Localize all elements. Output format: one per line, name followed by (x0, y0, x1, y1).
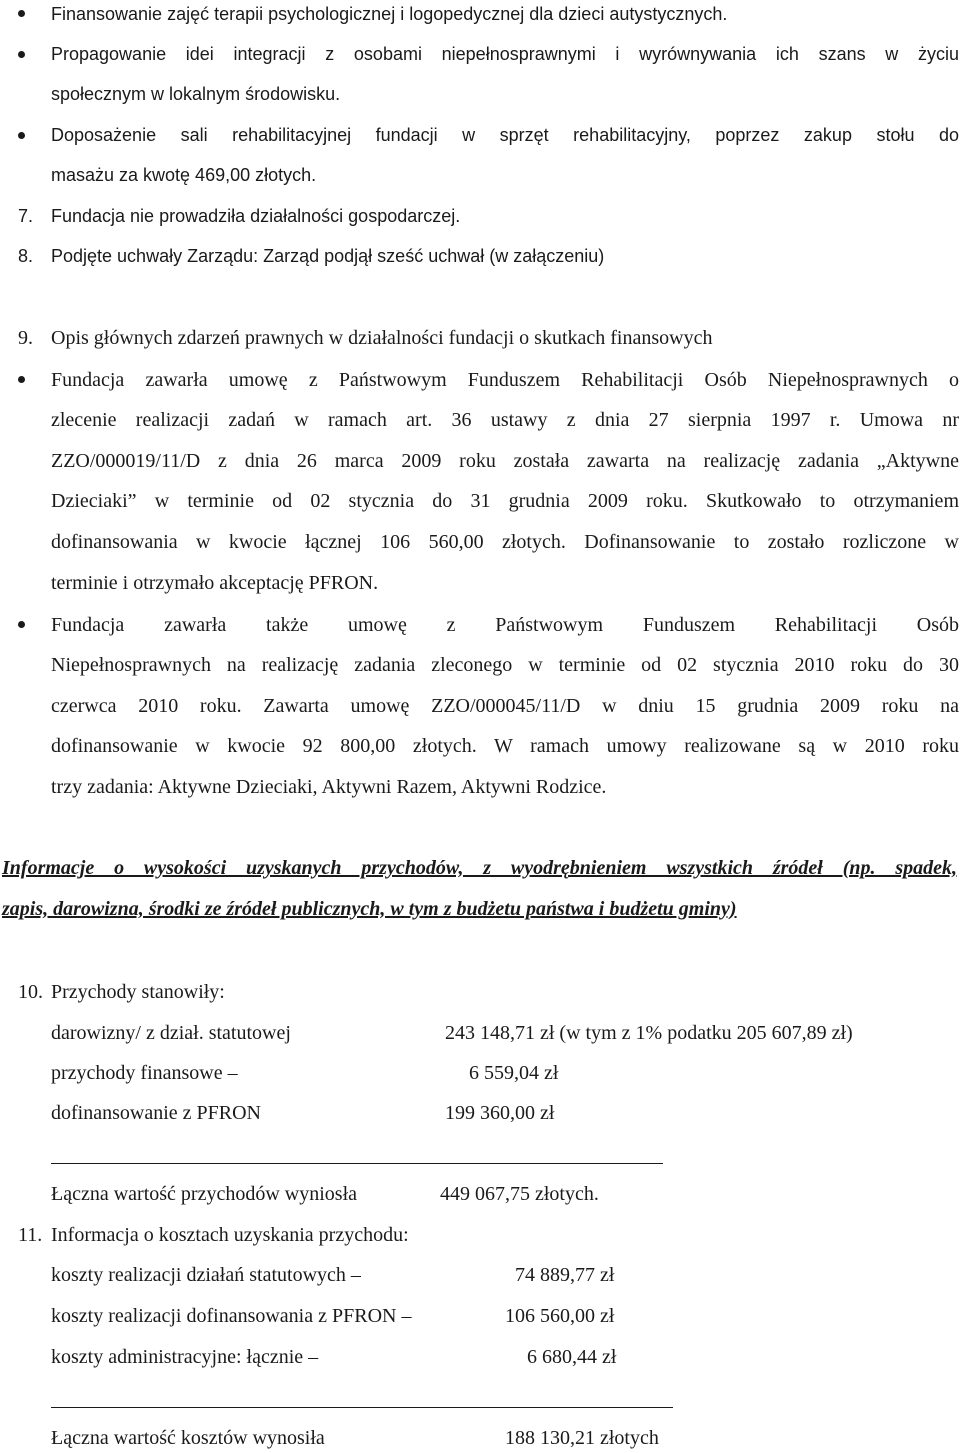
top-bullet-3-line-2: masażu za kwotę 469,00 złotych. (51, 165, 317, 185)
top-bullet-2-line-1: Propagowanie idei integracji z osobami niepełnosprawnymi i wyrównywania ich szans w życiu (51, 44, 959, 64)
bullet-icon (18, 51, 25, 58)
top-bullet-2-line-2: społecznym w lokalnym środowisku. (51, 84, 341, 104)
item-8-number: 8. (18, 246, 34, 266)
costs-row-1-label: koszty realizacji działań statutowych – (51, 1264, 361, 1286)
costs-number: 11. (18, 1224, 43, 1246)
legal-bullet-1-line-1: Fundacja zawarła umowę z Państwowym Funduszem Rehabilitacji Osób Niepełnosprawnych o (51, 369, 959, 391)
income-row-3-label: dofinansowanie z PFRON (51, 1102, 261, 1124)
costs-row-2-label: koszty realizacji dofinansowania z PFRON – (51, 1305, 412, 1327)
costs-title: Informacja o kosztach uzyskania przychodu: (51, 1224, 409, 1246)
item-7-text: Fundacja nie prowadziła działalności gospodarczej. (51, 206, 461, 226)
costs-total-label: Łączna wartość kosztów wynosiła (51, 1427, 325, 1449)
legal-bullet-1-line-5: dofinansowania w kwocie łącznej 106 560,00 złotych. Dofinansowanie to zostało rozliczone w (51, 531, 959, 553)
top-bullet-3-line-1: Doposażenie sali rehabilitacyjnej fundacji w sprzęt rehabilitacyjny, poprzez zakup stołu do (51, 125, 959, 145)
bullet-icon (18, 132, 25, 139)
income-sum-rule (51, 1163, 663, 1164)
income-row-2-amount: 6 559,04 zł (469, 1062, 559, 1084)
legal-bullet-2-line-5: trzy zadania: Aktywne Dzieciaki, Aktywni Razem, Aktywni Rodzice. (51, 776, 607, 798)
legal-bullet-2-line-1: Fundacja zawarła także umowę z Państwowym Funduszem Rehabilitacji Osób (51, 614, 959, 636)
bullet-icon (18, 376, 25, 383)
costs-row-3-label: koszty administracyjne: łącznie – (51, 1346, 319, 1368)
legal-bullet-1-line-6: terminie i otrzymało akceptację PFRON. (51, 572, 379, 594)
item-8-text: Podjęte uchwały Zarządu: Zarząd podjął sześć uchwał (w załączeniu) (51, 246, 605, 266)
legal-bullet-2-line-2: Niepełnosprawnych na realizację zadania zleconego w terminie od 02 stycznia 2010 roku do 30 (51, 654, 959, 676)
legal-bullet-2-line-4: dofinansowanie w kwocie 92 800,00 złotych. W ramach umowy realizowane są w 2010 roku (51, 735, 959, 757)
item-9-number: 9. (18, 327, 33, 349)
income-row-1-amount: 243 148,71 zł (w tym z 1% podatku 205 607,89 zł) (445, 1022, 853, 1044)
costs-total-amount: 188 130,21 złotych (505, 1427, 659, 1449)
legal-bullet-1-line-2: zlecenie realizacji zadań w ramach art. 36 ustawy z dnia 27 sierpnia 1997 r. Umowa nr (51, 409, 959, 431)
income-total-amount: 449 067,75 złotych. (440, 1183, 599, 1205)
costs-row-3-amount: 6 680,44 zł (527, 1346, 617, 1368)
bullet-icon (18, 621, 25, 628)
income-row-2-label: przychody finansowe – (51, 1062, 238, 1084)
costs-sum-rule (51, 1407, 673, 1408)
legal-bullet-2-line-3: czerwca 2010 roku. Zawarta umowę ZZO/000045/11/D w dniu 15 grudnia 2009 roku na (51, 695, 959, 717)
income-heading-line-2: zapis, darowizna, środki ze źródeł publicznych, w tym z budżetu państwa i budżetu gminy) (2, 898, 737, 920)
item-7-number: 7. (18, 206, 34, 226)
income-total-label: Łączna wartość przychodów wyniosła (51, 1183, 357, 1205)
legal-bullet-1-line-3: ZZO/000019/11/D z dnia 26 marca 2009 roku została zawarta na realizację zadania „Aktywne (51, 450, 959, 472)
income-title: Przychody stanowiły: (51, 981, 225, 1003)
income-number: 10. (18, 981, 43, 1003)
legal-bullet-1-line-4: Dzieciaki” w terminie od 02 stycznia do 31 grudnia 2009 roku. Skutkowało to otrzymaniem (51, 490, 959, 512)
top-bullet-1-line-1: Finansowanie zajęć terapii psychologicznej i logopedycznej dla dzieci autystycznych. (51, 4, 728, 24)
costs-row-2-amount: 106 560,00 zł (505, 1305, 615, 1327)
income-row-3-amount: 199 360,00 zł (445, 1102, 555, 1124)
item-9-text: Opis głównych zdarzeń prawnych w działalności fundacji o skutkach finansowych (51, 327, 713, 349)
income-row-1-label: darowizny/ z dział. statutowej (51, 1022, 291, 1044)
income-heading-line-1: Informacje o wysokości uzyskanych przychodów, z wyodrębnieniem wszystkich źródeł (np. spadek, (2, 857, 957, 879)
costs-row-1-amount: 74 889,77 zł (515, 1264, 615, 1286)
bullet-icon (18, 10, 25, 17)
